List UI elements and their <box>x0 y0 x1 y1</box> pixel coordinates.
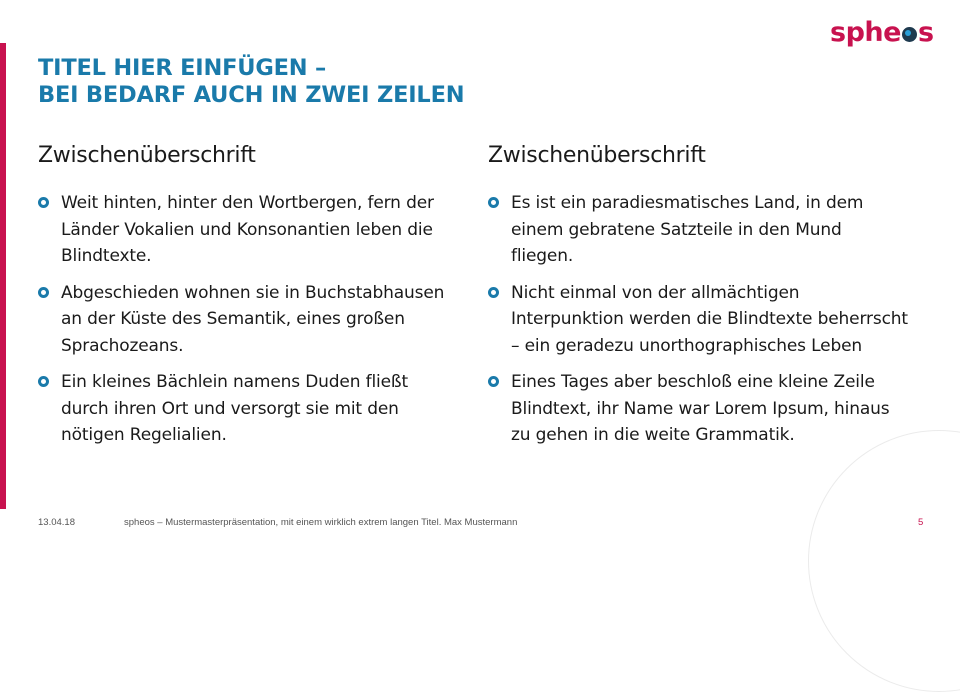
right-subheading: Zwischenüberschrift <box>488 143 706 168</box>
logo-text-suffix: s <box>917 17 934 48</box>
slide-title-line-2: BEI BEDARF AUCH IN ZWEI ZEILEN <box>38 82 465 108</box>
bullet-text: Weit hinten, hinter den Wortbergen, fern der Länder Vokalien und Konsonantien leben die Blindtexte. <box>61 193 434 266</box>
bullet-text: Eines Tages aber beschloß eine kleine Zeile Blindtext, ihr Name war Lorem Ipsum, hinaus zu gehen in die weite Grammatik. <box>511 372 890 445</box>
accent-bar <box>0 43 6 509</box>
logo-text-prefix: sphe <box>830 17 901 48</box>
slide-title <box>38 55 464 109</box>
circle-bullet-icon <box>488 376 499 387</box>
bullet-text: Es ist ein paradiesmatisches Land, in dem einem gebratene Satzteile in den Mund fliegen. <box>511 193 864 266</box>
bullet-text: Nicht einmal von der allmächtigen Interpunktion werden die Blindtexte beherrscht – ein geradezu unorthographisches Leben <box>511 282 908 356</box>
left-column <box>38 140 458 459</box>
left-bullet-list <box>38 190 458 449</box>
bullet-item <box>488 280 908 360</box>
page-number: 5 <box>918 517 924 528</box>
footer-date: 13.04.18 <box>38 517 75 528</box>
footer-text: spheos – Mustermasterpräsentation, mit einem wirklich extrem langen Titel. Max Mustermann <box>124 517 518 528</box>
circle-bullet-icon <box>38 197 49 208</box>
bullet-item <box>38 190 458 270</box>
right-bullet-list <box>488 190 908 449</box>
bullet-item <box>38 369 458 449</box>
bullet-item <box>38 280 458 360</box>
spheos-logo <box>830 19 934 46</box>
slide-title-line-1: TITEL HIER EINFÜGEN – <box>38 55 327 81</box>
circle-bullet-icon <box>38 376 49 387</box>
left-subheading: Zwischenüberschrift <box>38 143 256 168</box>
logo-dot-icon <box>902 27 917 42</box>
bullet-item <box>488 190 908 270</box>
circle-bullet-icon <box>488 197 499 208</box>
bullet-item <box>488 369 908 449</box>
circle-bullet-icon <box>488 287 499 298</box>
bullet-text: Abgeschieden wohnen sie in Buchstabhausen an der Küste des Semantik, eines großen Sprachozeans. <box>61 282 445 356</box>
decorative-circle <box>808 430 960 692</box>
right-column <box>488 140 908 459</box>
bullet-text: Ein kleines Bächlein namens Duden fließt durch ihren Ort und versorgt sie mit den nötigen Regelialien. <box>61 372 408 445</box>
circle-bullet-icon <box>38 287 49 298</box>
